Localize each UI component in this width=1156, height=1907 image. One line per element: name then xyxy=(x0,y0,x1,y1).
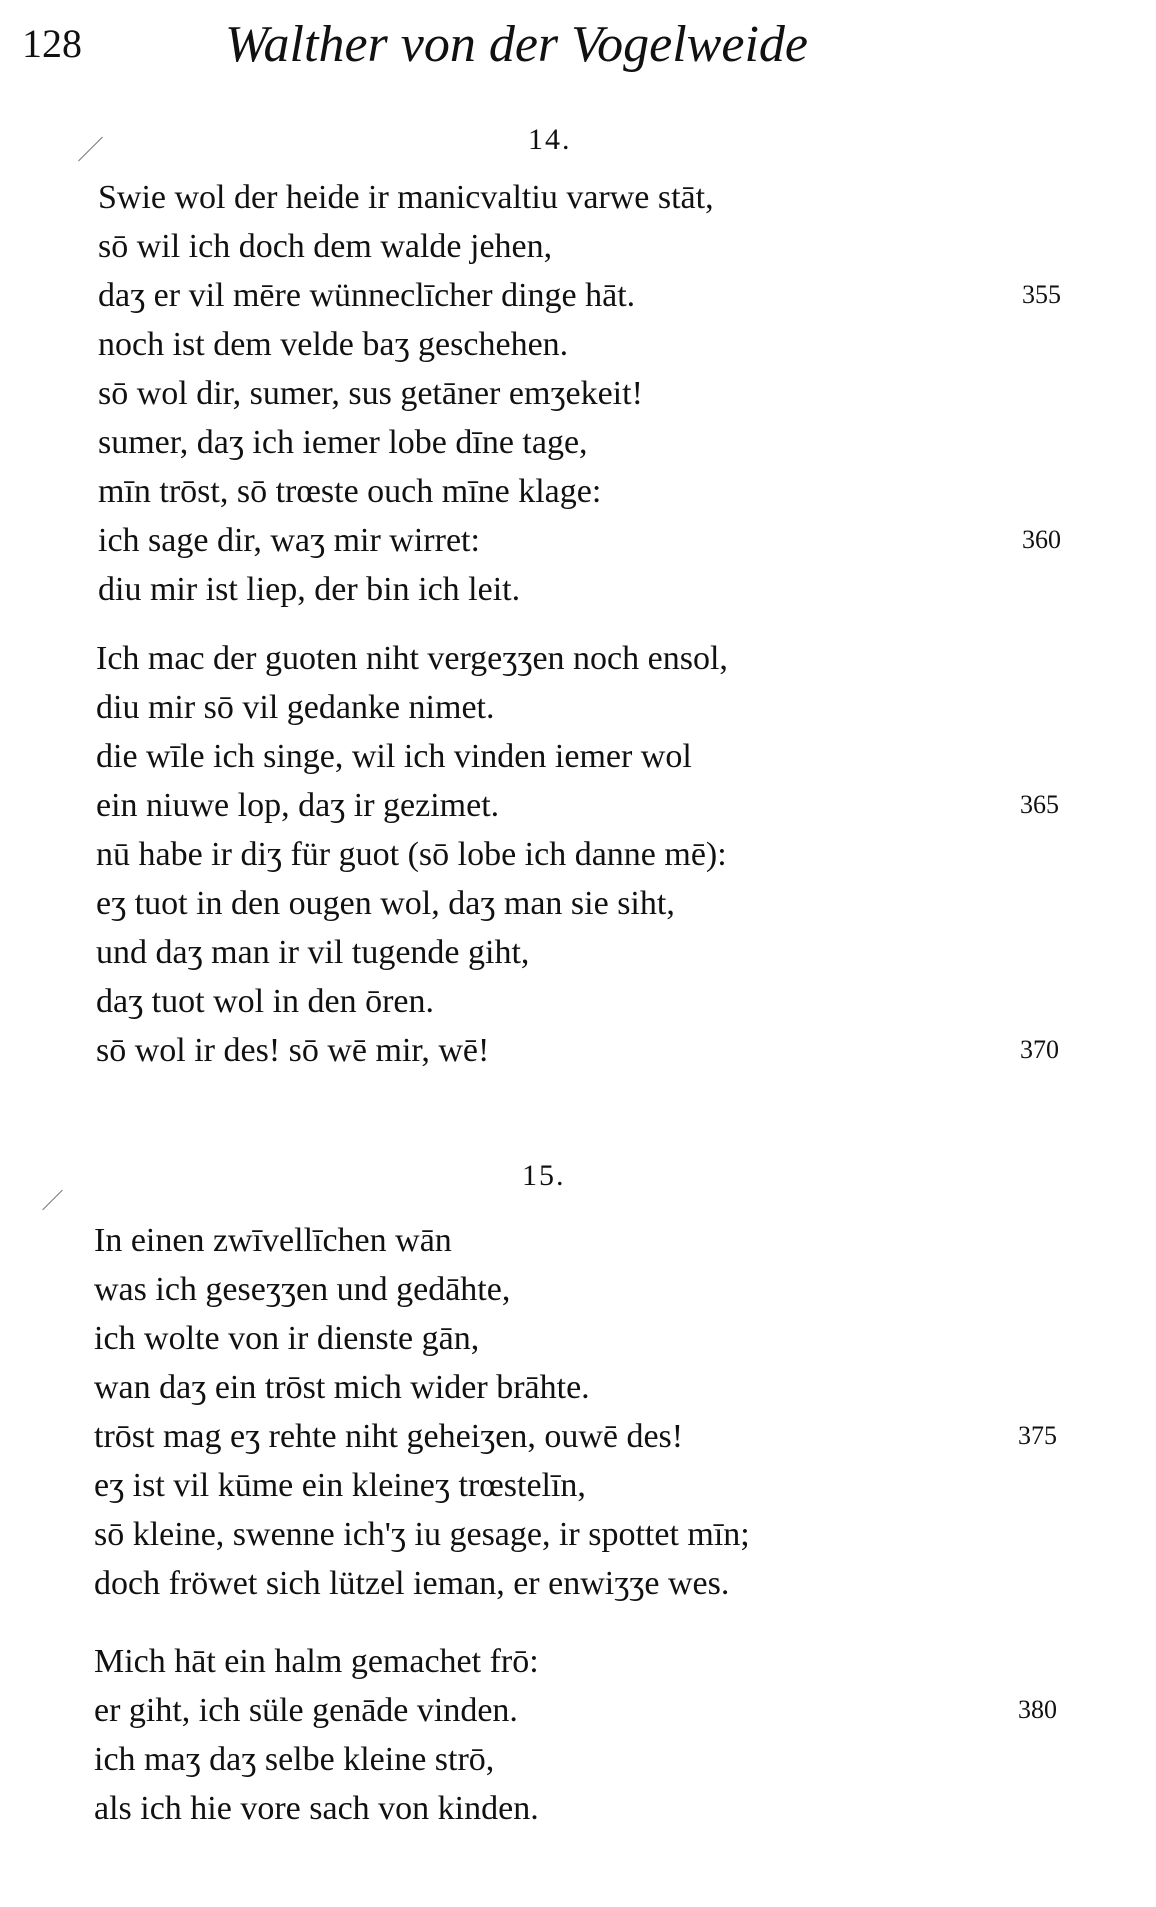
line-number: 375 xyxy=(1018,1421,1057,1450)
stanza xyxy=(98,173,1061,614)
verse-line xyxy=(94,1412,1057,1461)
verse-text: noch ist dem velde baʒ geschehen. xyxy=(98,326,569,363)
verse-line xyxy=(94,1314,1054,1363)
verse-text: doch fröwet sich lützel ieman, er enwiʒʒe wes. xyxy=(94,1565,730,1602)
verse-line xyxy=(96,830,1056,879)
stanza xyxy=(96,634,1059,1075)
verse-line xyxy=(98,320,1058,369)
verse-text: In einen zwīvellīchen wān xyxy=(94,1222,452,1259)
verse-text: sumer, daʒ ich iemer lobe dīne tage, xyxy=(98,424,588,461)
verse-line xyxy=(94,1265,1054,1314)
line-number: 365 xyxy=(1020,790,1059,819)
verse-line xyxy=(96,732,1056,781)
verse-line xyxy=(96,977,1056,1026)
verse-line xyxy=(94,1510,1054,1559)
stanza xyxy=(94,1637,1057,1833)
stanza xyxy=(94,1216,1057,1608)
verse-text: eʒ ist vil kūme ein kleineʒ trœstelīn, xyxy=(94,1467,586,1504)
verse-line xyxy=(98,173,1058,222)
verse-text: daʒ tuot wol in den ōren. xyxy=(96,983,435,1020)
verse-text: ich sage dir, waʒ mir wirret: xyxy=(98,522,480,559)
verse-line xyxy=(98,271,1061,320)
verse-line xyxy=(94,1784,1054,1833)
verse-text: diu mir ist liep, der bin ich leit. xyxy=(98,571,521,608)
verse-text: sō wol ir des! sō wē mir, wē! xyxy=(96,1032,490,1069)
line-number: 360 xyxy=(1022,525,1061,554)
verse-text: was ich geseʒʒen und gedāhte, xyxy=(94,1271,511,1308)
verse-text: daʒ er vil mēre wünneclīcher dinge hāt. xyxy=(98,277,636,314)
line-number: 355 xyxy=(1022,280,1061,309)
verse-line xyxy=(98,222,1058,271)
verse-line xyxy=(94,1686,1057,1735)
line-number: 380 xyxy=(1018,1695,1057,1724)
verse-line xyxy=(94,1735,1054,1784)
verse-text: diu mir sō vil gedanke nimet. xyxy=(96,689,495,726)
verse-line xyxy=(98,418,1058,467)
verse-line xyxy=(96,1026,1059,1075)
verse-text: sō wil ich doch dem walde jehen, xyxy=(98,228,553,265)
verse-line xyxy=(96,781,1059,830)
poem-number: 14. xyxy=(528,123,572,156)
verse-line xyxy=(96,879,1056,928)
verse-text: die wīle ich singe, wil ich vinden iemer wol xyxy=(96,738,692,775)
verse-text: mīn trōst, sō trœste ouch mīne klage: xyxy=(98,473,602,510)
verse-line xyxy=(94,1559,1054,1608)
verse-text: trōst mag eʒ rehte niht geheiʒen, ouwē des! xyxy=(94,1418,684,1455)
line-number: 370 xyxy=(1020,1035,1059,1064)
verse-text: er giht, ich süle genāde vinden. xyxy=(94,1692,518,1729)
verse-line xyxy=(94,1461,1054,1510)
verse-text: Swie wol der heide ir manicvaltiu varwe stāt, xyxy=(98,179,714,216)
verse-line xyxy=(94,1216,1054,1265)
page-number: 128 xyxy=(22,21,82,66)
verse-line xyxy=(98,516,1061,565)
verse-line xyxy=(98,467,1058,516)
poem-number: 15. xyxy=(522,1159,566,1192)
verse-text: sō kleine, swenne ich'ʒ iu gesage, ir spottet mīn; xyxy=(94,1516,750,1553)
verse-line xyxy=(96,634,1056,683)
verse-text: ein niuwe lop, daʒ ir gezimet. xyxy=(96,787,500,824)
running-title: Walther von der Vogelweide xyxy=(225,16,808,73)
verse-text: ich maʒ daʒ selbe kleine strō, xyxy=(94,1741,495,1778)
verse-line xyxy=(94,1363,1054,1412)
verse-text: wan daʒ ein trōst mich wider brāhte. xyxy=(94,1369,590,1406)
pencil-mark xyxy=(78,137,103,162)
verse-text: ich wolte von ir dienste gān, xyxy=(94,1320,480,1357)
pencil-mark xyxy=(42,1190,63,1211)
verse-line xyxy=(98,565,1058,614)
verse-text: eʒ tuot in den ougen wol, daʒ man sie siht, xyxy=(96,885,675,922)
verse-text: nū habe ir diʒ für guot (sō lobe ich danne mē): xyxy=(96,836,727,873)
verse-line xyxy=(98,369,1058,418)
verse-text: Ich mac der guoten niht vergeʒʒen noch ensol, xyxy=(96,640,728,677)
verse-text: Mich hāt ein halm gemachet frō: xyxy=(94,1643,539,1680)
verse-text: als ich hie vore sach von kinden. xyxy=(94,1790,539,1827)
verse-text: sō wol dir, sumer, sus getāner emʒekeit! xyxy=(98,375,643,412)
verse-text: und daʒ man ir vil tugende giht, xyxy=(96,934,530,971)
verse-line xyxy=(94,1637,1054,1686)
verse-line xyxy=(96,683,1056,732)
verse-line xyxy=(96,928,1056,977)
